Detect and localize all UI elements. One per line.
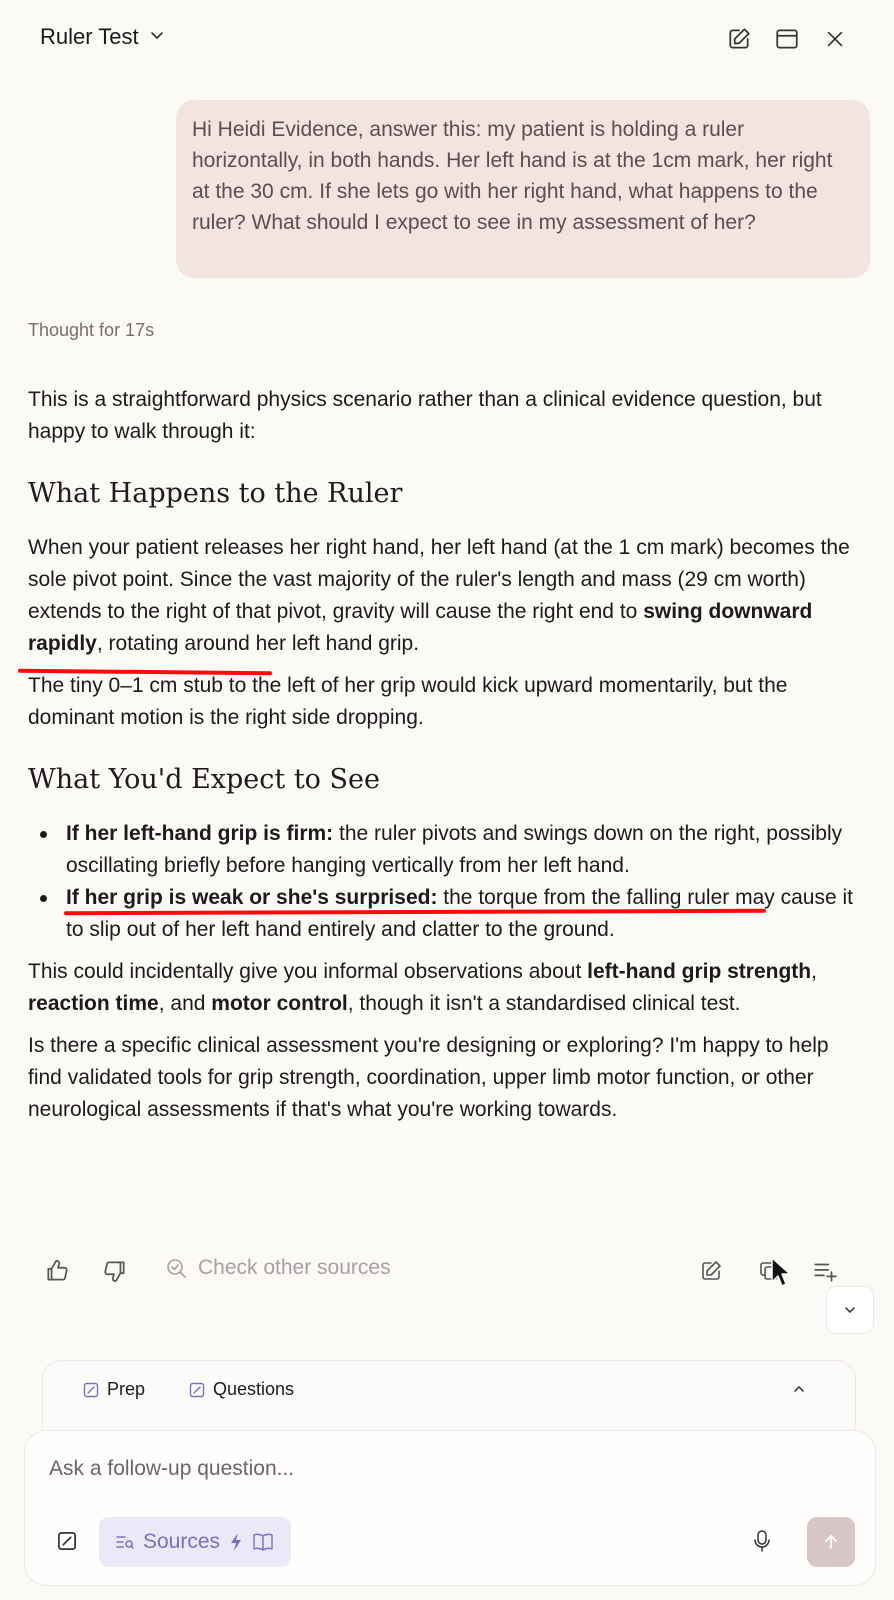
send-button[interactable] [807, 1517, 855, 1567]
conversation-title-dropdown[interactable] [40, 24, 165, 50]
bullet-bold-label: If her left-hand grip is firm: [66, 822, 334, 845]
bold-phrase-swing: swing downward rapidly [28, 600, 813, 655]
add-to-notes-button[interactable] [810, 1256, 840, 1286]
tab-questions-label: Questions [213, 1379, 295, 1399]
paragraph-text: , rotating around her left hand grip. [96, 632, 420, 655]
assistant-answer [28, 384, 868, 1136]
thumbs-up-icon [44, 1258, 70, 1284]
answer-paragraph-followup: Is there a specific clinical assessment you're designing or exploring? I'm happy to help find validated tools for grip strength, coordination, upper limb motor function, or other neurological assessments if that's what you're working towards. [28, 1034, 829, 1121]
bold-motor-control: motor control [211, 992, 348, 1015]
thought-duration-toggle[interactable]: Thought for 17s [28, 320, 155, 340]
sources-list-icon [115, 1532, 135, 1552]
arrow-up-icon [822, 1533, 840, 1551]
close-button[interactable] [820, 24, 850, 54]
templates-button[interactable] [57, 1531, 77, 1556]
chevron-down-icon [149, 27, 165, 48]
tab-questions[interactable] [189, 1379, 294, 1400]
edit-icon [699, 1259, 723, 1283]
scroll-to-bottom-button[interactable] [826, 1286, 874, 1334]
bold-grip-strength: left-hand grip strength [587, 960, 812, 983]
edit-icon [726, 26, 752, 52]
chevron-up-icon [791, 1381, 807, 1397]
bullet-bold-label: If her grip is weak or she's surprised: [66, 886, 438, 909]
window-button[interactable] [772, 24, 802, 54]
collapse-panel-button[interactable] [791, 1381, 807, 1402]
answer-paragraph-stub: The tiny 0–1 cm stub to the left of her grip would kick upward momentarily, but the dominant motion is the right side dropping. [28, 674, 788, 729]
tab-prep-label: Prep [107, 1379, 146, 1399]
conversation-title: Ruler Test [40, 24, 139, 49]
answer-actions-bar [0, 1248, 894, 1294]
answer-bullet-list [28, 818, 868, 946]
window-icon [774, 26, 800, 52]
book-icon [252, 1532, 274, 1552]
paragraph-text: , [811, 960, 817, 983]
search-check-icon [164, 1256, 188, 1280]
microphone-icon [751, 1529, 773, 1553]
paragraph-text: When your patient releases her right hand, her left hand (at the 1 cm mark) becomes the sole pivot point. Since the vast majority of the ruler's length and mass (29 cm worth) extends to the right of that pivot, gravity will cause the right end to [28, 536, 850, 623]
user-message-bubble: Hi Heidi Evidence, answer this: my patient is holding a ruler horizontally, in both hands. Her left hand is at the 1cm mark, her right at the 30 cm. If she lets go with her right hand, what happens to the ruler? What should I expect to see in my assessment of her? [176, 100, 870, 278]
answer-paragraph-observations [28, 956, 868, 1020]
thumbs-down-button[interactable] [100, 1256, 130, 1286]
check-other-sources-button[interactable] [164, 1256, 391, 1280]
answer-intro: This is a straightforward physics scenario rather than a clinical evidence question, but happy to walk through it: [28, 388, 822, 443]
edit-answer-button[interactable] [696, 1256, 726, 1286]
mouse-cursor-icon [770, 1256, 792, 1290]
thumbs-up-button[interactable] [42, 1256, 72, 1286]
list-add-icon [812, 1258, 838, 1284]
answer-heading-ruler: What Happens to the Ruler [28, 478, 403, 509]
bold-reaction-time: reaction time [28, 992, 159, 1015]
chevron-down-icon [842, 1302, 858, 1318]
answer-paragraph-pivot [28, 532, 868, 660]
close-icon [824, 28, 846, 50]
sources-label: Sources [143, 1530, 221, 1553]
composer-card [24, 1430, 876, 1586]
microphone-button[interactable] [751, 1529, 773, 1558]
check-sources-label: Check other sources [198, 1256, 391, 1279]
header-bar [0, 0, 894, 80]
answer-heading-expect: What You'd Expect to See [28, 764, 380, 795]
thumbs-down-icon [102, 1258, 128, 1284]
lightning-icon [228, 1532, 244, 1552]
list-item [28, 818, 868, 882]
questions-icon [189, 1382, 205, 1398]
bullet-text: the torque from the falling ruler may cause it to slip out of her left hand entirely and clatter to the ground. [66, 886, 853, 941]
prep-icon [83, 1382, 99, 1398]
note-icon [57, 1531, 77, 1551]
bullet-text: the ruler pivots and swings down on the right, possibly oscillating briefly before hanging vertically from her left hand. [66, 822, 843, 877]
tab-prep[interactable] [83, 1379, 145, 1400]
paragraph-text: This could incidentally give you informal observations about [28, 960, 588, 983]
new-chat-button[interactable] [724, 24, 754, 54]
follow-up-input[interactable] [49, 1457, 649, 1481]
sources-button[interactable] [99, 1517, 291, 1567]
paragraph-text: , and [158, 992, 212, 1015]
paragraph-text: , though it isn't a standardised clinical test. [347, 992, 741, 1015]
